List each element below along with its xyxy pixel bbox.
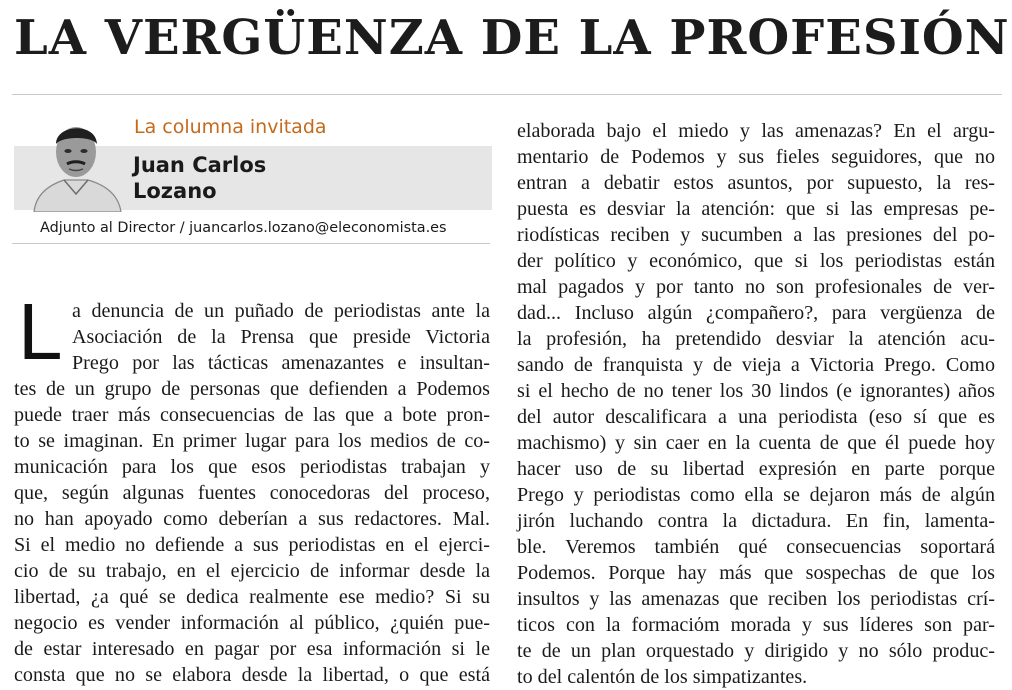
text-line: del autor descalificara a una periodista (eso sí que es	[517, 406, 995, 428]
text-line: de estar interesado en pagar por esa información si le	[14, 638, 490, 660]
text-line: Podemos. Porque hay más que sospechas de que los	[517, 562, 995, 584]
text-line: elaborada bajo el miedo y las amenazas? En el argu-	[517, 120, 995, 142]
text-line: machismo) y sin caer en la cuenta de que él puede hoy	[517, 432, 995, 454]
drop-cap: L	[18, 287, 63, 376]
text-line: insultos y las amenazas que reciben los periodistas crí-	[517, 588, 995, 610]
text-line: der político y económico, que si los periodistas están	[517, 250, 995, 272]
text-line: te de un plan orquestado y dirigido y no sólo produc-	[517, 640, 995, 662]
text-line: mentario de Podemos y sus fieles seguidores, que no	[517, 146, 995, 168]
text-line: entran a debatir estos asuntos, por supuesto, la res-	[517, 172, 995, 194]
article-column-2	[517, 118, 995, 690]
text-line: Asociación de la Prensa que preside Victoria	[72, 326, 490, 348]
text-line: la profesión, ha pretendido desviar la atención acu-	[517, 328, 995, 350]
author-photo	[26, 114, 126, 212]
text-line: dad... Incluso algún ¿compañero?, para vergüenza de	[517, 302, 995, 324]
text-line: tes de un grupo de personas que defienden a Podemos	[14, 378, 490, 400]
text-line: no han apoyado como deberían a sus redactores. Mal.	[14, 508, 490, 530]
column-label: La columna invitada	[134, 116, 327, 138]
author-credit: Adjunto al Director / juancarlos.lozano@eleconomista.es	[40, 220, 447, 236]
text-line: Prego y periodistas como ella se dejaron más de algún	[517, 484, 995, 506]
text-line: puesta es desviar la atención: que si las empresas pe-	[517, 198, 995, 220]
author-first-name: Juan Carlos	[133, 153, 267, 177]
text-line: puede traer más consecuencias de las que a bote pron-	[14, 404, 490, 426]
text-line: a denuncia de un puñado de periodistas ante la	[72, 300, 490, 322]
author-last-name: Lozano	[133, 179, 217, 203]
article-column-1	[14, 298, 490, 688]
text-line: ble. Veremos también qué consecuencias soportará	[517, 536, 995, 558]
article-headline: LA VERGÜENZA DE LA PROFESIÓN	[14, 10, 1010, 66]
author-name	[133, 152, 333, 204]
text-line: ticos con la formaciόm morada y sus líderes son par-	[517, 614, 995, 636]
text-line: negocio es vender información al público, ¿quién pue-	[14, 612, 490, 634]
author-box	[14, 112, 492, 214]
text-line: cio de su trabajo, en el ejercicio de informar desde la	[14, 560, 490, 582]
text-line: to se imaginan. En primer lugar para los medios de co-	[14, 430, 490, 452]
text-line: hacer uso de su libertad expresión en parte porque	[517, 458, 995, 480]
text-line: mal pagados y por tanto no son profesionales de ver-	[517, 276, 995, 298]
text-line: Prego por las tácticas amenazantes e insultan-	[72, 352, 490, 374]
text-line: municación para los que esos periodistas trabajan y	[14, 456, 490, 478]
text-line: sando de franquista y de vieja a Victoria Prego. Como	[517, 354, 995, 376]
text-line: riodísticas reciben y sucumben a las presiones del po-	[517, 224, 995, 246]
text-line: que, según algunas fuentes conocedoras del proceso,	[14, 482, 490, 504]
text-line: to del calentón de los simpatizantes.	[517, 666, 808, 688]
text-line: Si el medio no defiende a sus periodistas en el ejerci-	[14, 534, 490, 556]
text-line: si el hecho de no tener los 30 lindos (e ignorantes) años	[517, 380, 995, 402]
credit-divider	[12, 243, 490, 244]
headline-divider	[12, 94, 1002, 95]
text-line: consta que no se elabora desde la libertad, o que está	[14, 664, 490, 686]
text-line: libertad, ¿a qué se dedica realmente ese medio? Si su	[14, 586, 490, 608]
text-line: jirón luchando contra la dictadura. En fin, lamenta-	[517, 510, 995, 532]
